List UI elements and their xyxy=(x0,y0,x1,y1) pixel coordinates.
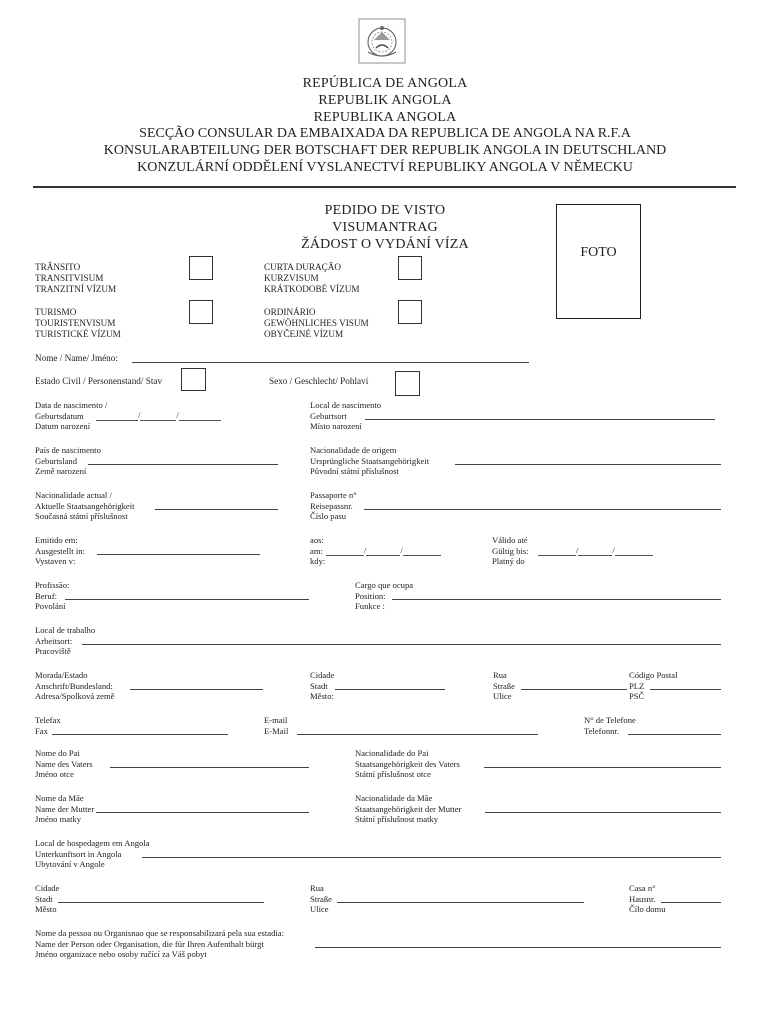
form-title-cz: ŽÁDOST O VYDÁNÍ VÍZA xyxy=(301,237,469,252)
dob-label: Data de nascimento / Geburtsdatum Datum narození xyxy=(35,400,108,431)
email-label: E-mail E-Mail xyxy=(264,715,289,736)
valid-date-field[interactable]: / / xyxy=(538,545,658,556)
header-de: REPUBLIK ANGOLA xyxy=(318,93,452,108)
postal-label: Código Postal PLZ PSČ xyxy=(629,670,678,701)
phone-label: N° de Telefone Telefonnr. xyxy=(584,715,636,736)
lodging-city-label: Cidade Stadt Město xyxy=(35,883,60,914)
lodging-city-field[interactable] xyxy=(58,893,264,903)
option-ordinary-label: ORDINÁRIO GEWÖHNLICHES VISUM OBYČEJNÉ VÍZUM xyxy=(264,307,369,339)
name-field[interactable] xyxy=(132,353,529,363)
father-field[interactable] xyxy=(110,758,309,768)
form-title-pt: PEDIDO DE VISTO xyxy=(324,203,446,218)
sex-label: Sexo / Geschlecht/ Pohlaví xyxy=(269,376,369,386)
form-title-de: VISUMANTRAG xyxy=(332,220,438,235)
nat-current-field[interactable] xyxy=(155,500,278,510)
section-de: KONSULARABTEILUNG DER BOTSCHAFT DER REPUBLIK ANGOLA IN DEUTSCHLAND xyxy=(103,143,667,158)
valid-label: Válido até Gültig bis: Platný do xyxy=(492,535,529,566)
header-cz: REPUBLIKA ANGOLA xyxy=(313,110,457,125)
workplace-label: Local de trabalho Arbeitsort: Pracoviště xyxy=(35,625,96,656)
mother-field[interactable] xyxy=(96,803,309,813)
street-field[interactable] xyxy=(521,680,627,690)
dob-field[interactable]: / / xyxy=(96,410,226,421)
civil-status-label: Estado Civil / Personenstand/ Stav xyxy=(35,376,163,386)
header-divider xyxy=(33,186,736,188)
father-label: Nome do Pai Name des Vaters Jméno otce xyxy=(35,748,93,779)
lodging-street-field[interactable] xyxy=(337,893,584,903)
country-birth-field[interactable] xyxy=(88,455,278,465)
checkbox-tourism[interactable] xyxy=(189,300,213,324)
section-cz: KONZULÁRNÍ ODDĚLENÍ VYSLANECTVÍ REPUBLIKY ANGOLA V NĚMECKU xyxy=(137,160,633,175)
photo-box[interactable] xyxy=(556,204,641,319)
position-label: Cargo que ocupa Position: Funkce : xyxy=(355,580,414,611)
house-number-field[interactable] xyxy=(661,893,721,903)
address-label: Morada/Estado Anschrift/Bundesland: Adresa/Spolková země xyxy=(35,670,115,701)
profession-label: Profissão: Beruf: Povolání xyxy=(35,580,70,611)
workplace-field[interactable] xyxy=(82,635,721,645)
issued-field[interactable] xyxy=(97,545,260,555)
nat-current-label: Nacionalidade actual / Aktuelle Staatsangehörigkeit Současná státní příslušnost xyxy=(35,490,135,521)
house-number-label: Casa n° Hausnr. Čílo domu xyxy=(629,883,666,914)
lodging-street-label: Rua Straße Ulice xyxy=(310,883,332,914)
nat-origin-label: Nacionalidade de origem Ursprüngliche Staatsangehörigkeit Původní státní příslušnost xyxy=(310,445,430,476)
fax-field[interactable] xyxy=(52,725,228,735)
name-label: Nome / Name/ Jméno: xyxy=(35,353,118,363)
sponsor-field[interactable] xyxy=(315,938,721,948)
pob-field[interactable] xyxy=(365,410,715,420)
email-field[interactable] xyxy=(297,725,538,735)
position-field[interactable] xyxy=(392,590,721,600)
checkbox-short-stay[interactable] xyxy=(398,256,422,280)
sex-box[interactable] xyxy=(395,371,420,396)
nat-origin-field[interactable] xyxy=(455,455,721,465)
lodging-field[interactable] xyxy=(142,848,721,858)
address-field[interactable] xyxy=(130,680,263,690)
option-tourism-label: TURISMO TOURISTENVISUM TURISTICKÉ VÍZUM xyxy=(35,307,121,339)
photo-label: FOTO xyxy=(580,245,617,260)
postal-field[interactable] xyxy=(650,680,721,690)
country-birth-label: País de nascimento Geburtsland Země narození xyxy=(35,445,101,476)
issued-label: Emitido em: Ausgestellt in: Vystaven v: xyxy=(35,535,85,566)
street-label: Rua Straße Ulice xyxy=(493,670,515,701)
fax-label: Telefax Fax xyxy=(35,715,61,736)
checkbox-ordinary[interactable] xyxy=(398,300,422,324)
phone-field[interactable] xyxy=(628,725,721,735)
mother-label: Nome da Mãe Name der Mutter Jméno matky xyxy=(35,793,95,824)
city-label: Cidade Stadt Město: xyxy=(310,670,335,701)
issued-date-label: aos: am: kdy: xyxy=(310,535,326,566)
section-pt: SECÇÃO CONSULAR DA EMBAIXADA DA REPUBLICA DE ANGOLA NA R.F.A xyxy=(139,126,631,141)
father-nat-label: Nacionalidade do Pai Staatsangehörigkeit des Vaters Státní příslušnost otce xyxy=(355,748,460,779)
passport-label: Passaporte n° Reisepassnr. Číslo pasu xyxy=(310,490,357,521)
lodging-label: Local de hospedagem em Angola Unterkunftsort in Angola Ubytování v Angole xyxy=(35,838,150,869)
passport-field[interactable] xyxy=(364,500,721,510)
mother-nat-field[interactable] xyxy=(485,803,721,813)
profession-field[interactable] xyxy=(65,590,309,600)
option-short-label: CURTA DURAÇÃO KURZVISUM KRÁTKODOBÉ VÍZUM xyxy=(264,262,360,294)
mother-nat-label: Nacionalidade da Mãe Staatsangehörigkeit der Mutter Státní příslušnost matky xyxy=(355,793,462,824)
issued-date-field[interactable]: / / xyxy=(326,545,446,556)
father-nat-field[interactable] xyxy=(484,758,721,768)
city-field[interactable] xyxy=(335,680,445,690)
coat-of-arms-emblem xyxy=(358,18,406,64)
option-transit-label: TRÂNSITO TRANSITVISUM TRANZITNÍ VÍZUM xyxy=(35,262,117,294)
header-pt: REPÚBLICA DE ANGOLA xyxy=(302,76,468,91)
pob-label: Local de nascimento Geburtsort Místo narození xyxy=(310,400,382,431)
checkbox-transit[interactable] xyxy=(189,256,213,280)
civil-status-box[interactable] xyxy=(181,368,206,391)
sponsor-label: Nome da pessoa ou Organisnao que se responsabilizará pela sua estadia: Name der Person oder Organisation, die für Ihren Aufenthalt bürgt Jméno organizace nebo osoby ručící za Váš pobyt xyxy=(35,928,284,959)
